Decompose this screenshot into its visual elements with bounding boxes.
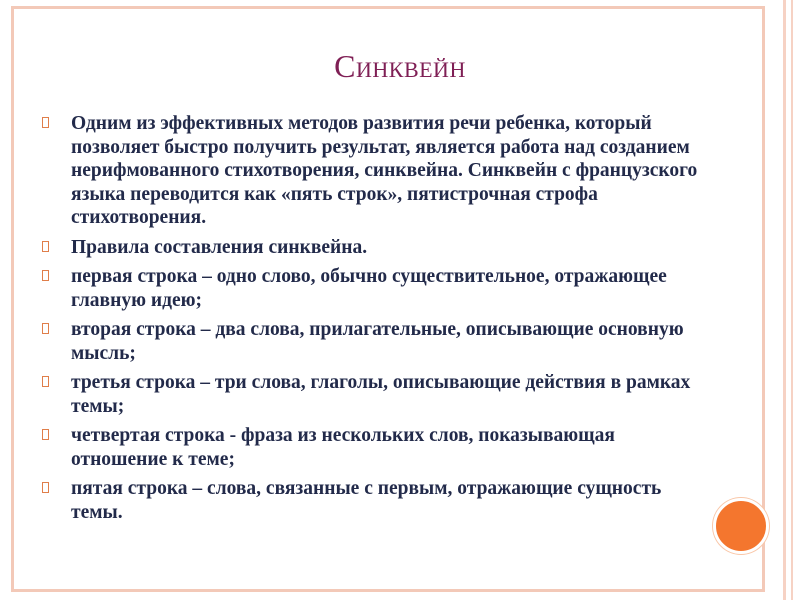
bullet-icon xyxy=(42,376,49,387)
bullet-item xyxy=(40,236,700,260)
bullet-text: Одним из эффективных методов развития речи ребенка, который позволяет быстро получить результат, является работа над созданием нерифмованного стихотворения, синквейна. Синквейн с французского языка переводится как «пять строк», пятистрочная строфа стихотворения. xyxy=(71,113,698,228)
bullet-text: Правила составления синквейна. xyxy=(71,236,368,258)
bullet-text: третья строка – три слова, глаголы, описывающие действия в рамках темы; xyxy=(71,372,691,417)
bullet-item xyxy=(40,424,700,471)
slide-title: Синквейн xyxy=(334,48,466,84)
bullet-icon xyxy=(42,117,49,128)
decorative-stripe xyxy=(783,0,786,600)
bullet-icon xyxy=(42,429,49,440)
bullet-item xyxy=(40,318,700,365)
bullet-item xyxy=(40,371,700,418)
bullet-icon xyxy=(42,241,49,252)
bullet-text: первая строка – одно слово, обычно существительное, отражающее главную идею; xyxy=(71,266,667,311)
bullet-icon xyxy=(42,270,49,281)
bullet-icon xyxy=(42,323,49,334)
bullet-text: пятая строка – слова, связанные с первым, отражающие сущность темы. xyxy=(71,478,662,523)
slide-content xyxy=(40,112,700,530)
bullet-item xyxy=(40,477,700,524)
bullet-icon xyxy=(42,482,49,493)
decorative-stripe xyxy=(791,0,793,600)
bullet-text: вторая строка – два слова, прилагательные, описывающие основную мысль; xyxy=(71,319,684,364)
orange-circle-decoration xyxy=(713,498,769,554)
bullet-item xyxy=(40,265,700,312)
bullet-item xyxy=(40,112,700,230)
bullet-text: четвертая строка - фраза из нескольких слов, показывающая отношение к теме; xyxy=(71,425,615,470)
bullet-list xyxy=(40,112,700,524)
